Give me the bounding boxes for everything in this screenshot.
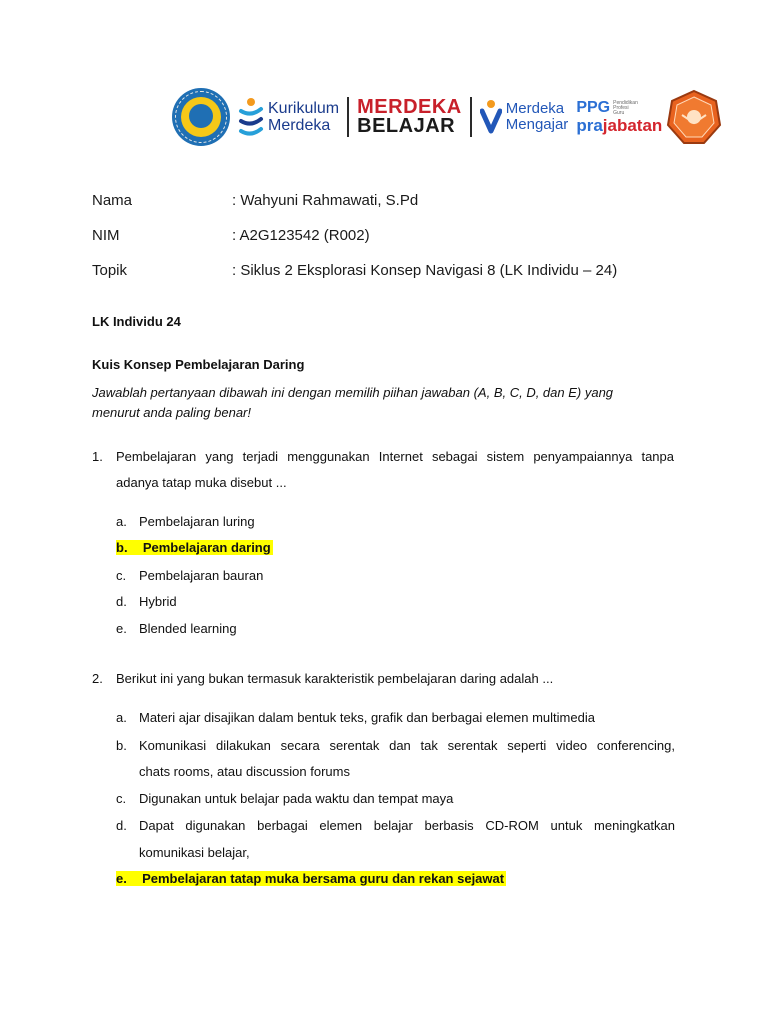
tut-wuri-handayani-logo bbox=[172, 88, 230, 146]
nim-value: : A2G123542 (R002) bbox=[232, 227, 370, 244]
quiz-title: Kuis Konsep Pembelajaran Daring bbox=[92, 357, 305, 372]
option-letter: c. bbox=[116, 568, 127, 583]
nim-label: NIM bbox=[92, 227, 120, 244]
option-text: Pembelajaran bauran bbox=[139, 568, 264, 583]
instruction-line-1: Jawablah pertanyaan dibawah ini dengan memilih piihan jawaban (A, B, C, D, dan E) yang bbox=[92, 385, 614, 400]
option-text: chats rooms, atau discussion forums bbox=[139, 764, 350, 779]
option-text: Materi ajar disajikan dalam bentuk teks, grafik dan berbagai elemen multimedia bbox=[139, 710, 595, 725]
answer-highlight bbox=[116, 540, 273, 555]
question-text-line: Berikut ini yang bukan termasuk karakteristik pembelajaran daring adalah ... bbox=[116, 671, 554, 686]
option-letter: e. bbox=[116, 621, 127, 636]
option-text: Dapat digunakan berbagai elemen belajar berbasis CD-ROM untuk meningkatkan bbox=[139, 818, 675, 833]
topic-value: : Siklus 2 Eksplorasi Konsep Navigasi 8 (LK Individu – 24) bbox=[232, 262, 618, 279]
option-letter: a. bbox=[116, 514, 127, 529]
question-text-line: Pembelajaran yang terjadi menggunakan Internet sebagai sistem penyampaiannya tanpa bbox=[116, 449, 674, 464]
topic-label: Topik bbox=[92, 262, 128, 279]
option-letter: c. bbox=[116, 791, 127, 806]
option-letter: a. bbox=[116, 710, 127, 725]
option-text: Blended learning bbox=[139, 621, 237, 636]
logo-divider bbox=[470, 97, 472, 137]
logo-strip bbox=[172, 84, 690, 150]
option-letter: e. bbox=[116, 871, 127, 886]
option-letter: d. bbox=[116, 818, 127, 833]
option-letter: b. bbox=[116, 540, 128, 555]
option-text: komunikasi belajar, bbox=[139, 845, 250, 860]
merdeka-mengajar-icon bbox=[480, 99, 502, 135]
name-label: Nama bbox=[92, 192, 133, 209]
name-value: : Wahyuni Rahmawati, S.Pd bbox=[232, 192, 419, 209]
ppg-prajabatan-logo: PPG Pendidikan Profesi Guru prajabatan bbox=[576, 99, 663, 135]
option-text-correct: Pembelajaran daring bbox=[142, 540, 271, 555]
option-text: Pembelajaran luring bbox=[139, 514, 255, 529]
question-number: 2. bbox=[92, 671, 103, 686]
question-text-line: adanya tatap muka disebut ... bbox=[116, 475, 287, 490]
merdeka-belajar-logo: MERDEKA BELAJAR bbox=[357, 96, 462, 137]
worksheet-heading: LK Individu 24 bbox=[92, 314, 181, 329]
option-text: Komunikasi dilakukan secara serentak dan tak serentak seperti video conferencing, bbox=[139, 738, 675, 753]
option-letter: d. bbox=[116, 594, 127, 609]
kurikulum-merdeka-logo: Kurikulum Merdeka bbox=[268, 100, 340, 134]
answer-highlight bbox=[116, 871, 506, 886]
option-text: Hybrid bbox=[139, 594, 177, 609]
option-text-correct: Pembelajaran tatap muka bersama guru dan rekan sejawat bbox=[142, 871, 505, 886]
question-number: 1. bbox=[92, 449, 103, 464]
university-seal-logo bbox=[666, 89, 722, 145]
merdeka-mengajar-logo: Merdeka Mengajar bbox=[505, 100, 569, 133]
logo-divider bbox=[347, 97, 349, 137]
kurikulum-merdeka-icon bbox=[238, 97, 264, 137]
option-letter: b. bbox=[116, 738, 127, 753]
option-text: Digunakan untuk belajar pada waktu dan tempat maya bbox=[139, 791, 454, 806]
instruction-line-2: menurut anda paling benar! bbox=[92, 405, 252, 420]
